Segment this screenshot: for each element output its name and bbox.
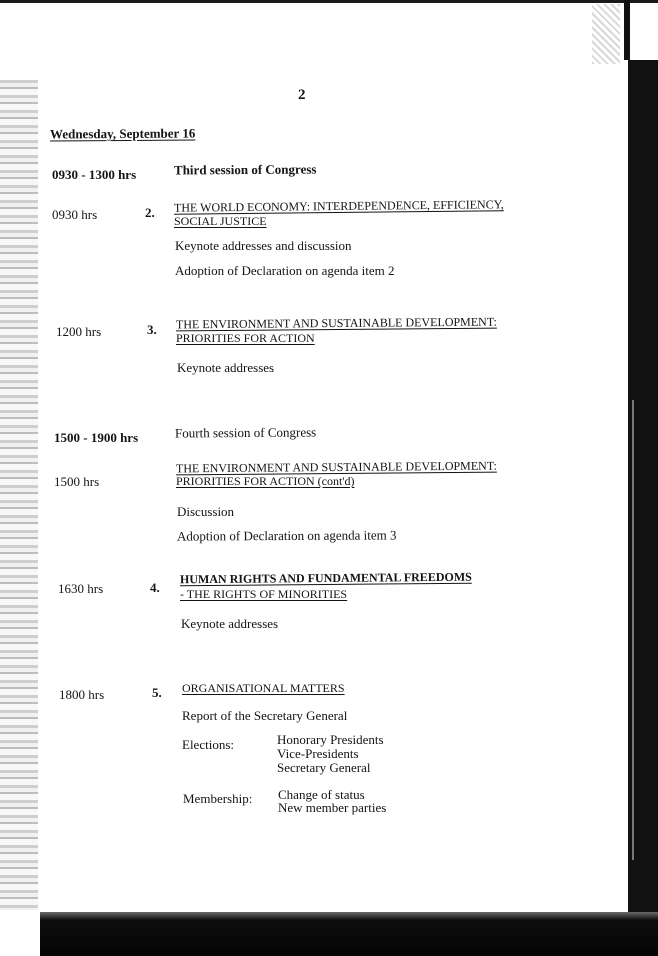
scan-edge-bottom xyxy=(40,912,658,956)
item-5-title: ORGANISATIONAL MATTERS xyxy=(182,681,345,695)
item-3-time: 1200 hrs xyxy=(56,324,102,339)
session-3-title: Third session of Congress xyxy=(173,161,317,178)
item-3-title-line1: THE ENVIRONMENT AND SUSTAINABLE DEVELOPMENT: xyxy=(175,314,497,332)
item-2-title-line2: SOCIAL JUSTICE xyxy=(174,214,267,228)
elections-item: Honorary Presidents xyxy=(277,732,384,747)
scan-edge-right-top xyxy=(624,0,630,60)
item-3-number: 3. xyxy=(147,322,157,337)
elections-label: Elections: xyxy=(182,737,234,752)
scan-noise xyxy=(592,4,620,64)
item-5-time: 1800 hrs xyxy=(59,687,105,702)
item-4-title-line2: - THE RIGHTS OF MINORITIES xyxy=(180,587,348,601)
item-2-line2: Adoption of Declaration on agenda item 2 xyxy=(175,263,395,278)
item-3-contd-title-line1: THE ENVIRONMENT AND SUSTAINABLE DEVELOPMENT: xyxy=(175,458,497,476)
elections-item: Vice-Presidents xyxy=(277,746,359,761)
item-3-line1: Keynote addresses xyxy=(177,360,275,375)
scan-edge-top xyxy=(0,0,658,3)
item-4-number: 4. xyxy=(150,580,160,595)
item-2-number: 2. xyxy=(145,205,155,220)
membership-item: Change of status xyxy=(278,787,365,802)
elections-item: Secretary General xyxy=(277,760,371,775)
item-5-line1: Report of the Secretary General xyxy=(182,708,348,723)
membership-label: Membership: xyxy=(183,791,253,806)
item-3-contd-line1: Discussion xyxy=(177,504,235,519)
item-4-title-line1: HUMAN RIGHTS AND FUNDAMENTAL FREEDOMS xyxy=(179,569,472,587)
item-3-contd-time: 1500 hrs xyxy=(54,474,100,489)
day-heading: Wednesday, September 16 xyxy=(49,125,196,142)
item-3-title-line2: PRIORITIES FOR ACTION xyxy=(176,331,315,345)
item-5-number: 5. xyxy=(152,685,162,700)
page-number: 2 xyxy=(298,87,306,103)
session-4-title: Fourth session of Congress xyxy=(174,424,317,441)
item-4-line1: Keynote addresses xyxy=(181,616,279,631)
membership-item: New member parties xyxy=(278,800,387,815)
item-2-line1: Keynote addresses and discussion xyxy=(175,238,352,253)
session-3-time: 0930 - 1300 hrs xyxy=(52,167,137,182)
item-2-title-line1: THE WORLD ECONOMY: INTERDEPENDENCE, EFFICIENCY, xyxy=(173,197,504,215)
item-2-time: 0930 hrs xyxy=(52,207,98,222)
item-3-contd-title-line2: PRIORITIES FOR ACTION (cont'd) xyxy=(176,474,355,488)
item-3-contd-line2: Adoption of Declaration on agenda item 3 xyxy=(176,527,397,544)
scan-edge-left xyxy=(0,80,38,910)
session-4-time: 1500 - 1900 hrs xyxy=(54,430,139,445)
item-4-time: 1630 hrs xyxy=(58,581,104,596)
scan-line-right xyxy=(632,400,634,860)
